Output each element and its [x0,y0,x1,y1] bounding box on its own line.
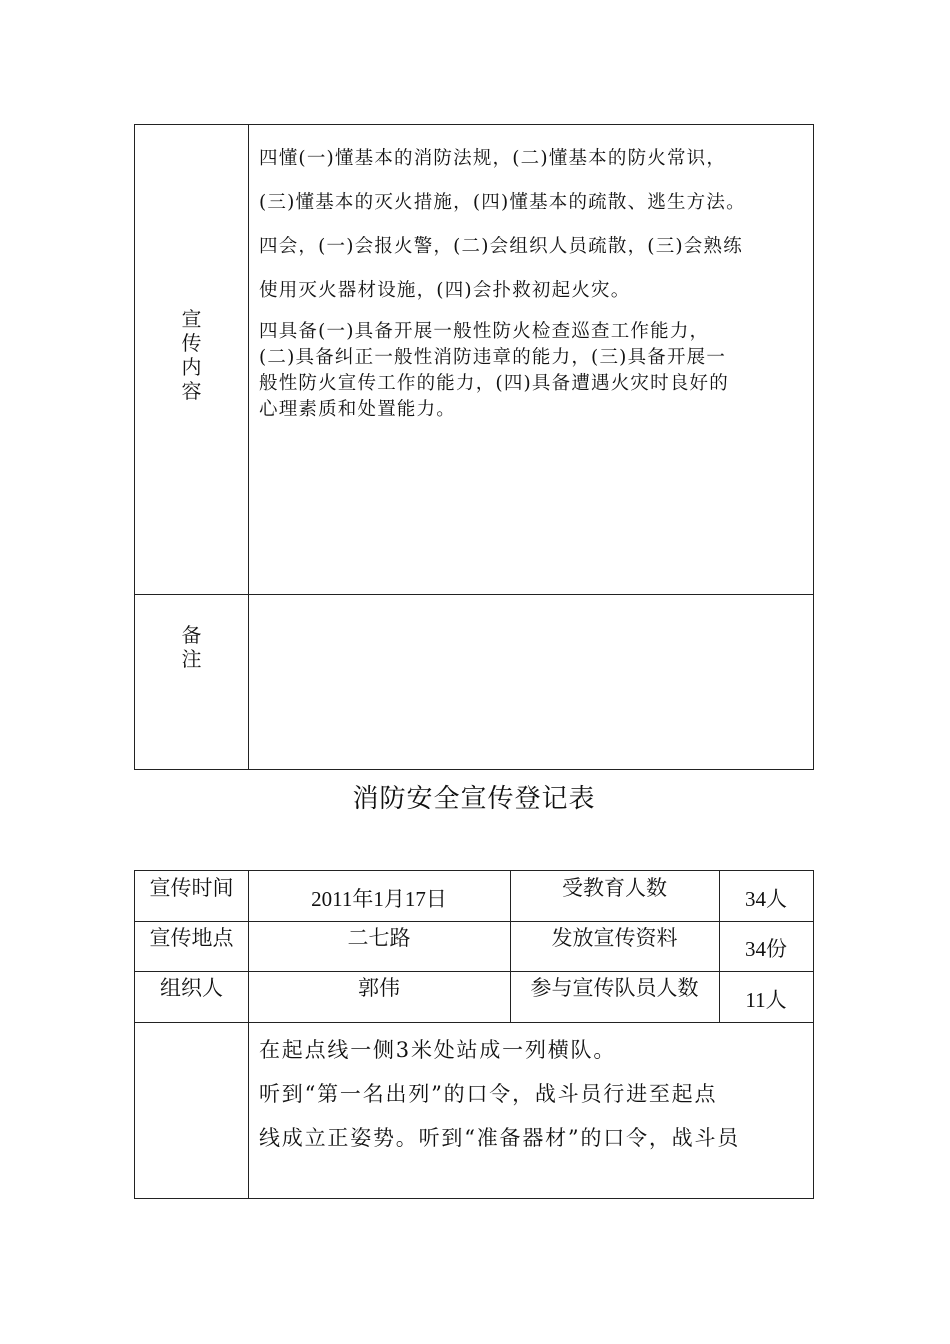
register-content-block [259,1028,809,1160]
content-line: (二)具备纠正一般性消防违章的能力，(三)具备开展一 [259,347,727,368]
content-label-char: 宣 [181,307,202,331]
table-row-value: 34份 [745,937,787,961]
content-line: 心理素质和处置能力。 [259,399,457,420]
register-table [134,870,814,1199]
content-line: 使用灭火器材设施，(四)会扑救初起火灾。 [259,280,631,301]
content-text-block [259,137,809,313]
content-line: 线成立正姿势。听到“准备器材”的口令，战斗员 [259,1126,741,1150]
table-row-label: 受教育人数 [562,876,667,900]
table-row-value: 11人 [745,988,787,1012]
remarks-label [135,623,248,671]
page-title: 消防安全宣传登记表 [352,784,596,814]
column-divider [248,125,249,769]
table-row-label: 参与宣传队员人数 [530,976,699,1000]
table-row-value: 2011年1月17日 [311,887,447,911]
content-label-char: 内 [181,355,202,379]
table-row-label: 发放宣传资料 [551,926,678,950]
content-label-char: 传 [181,331,202,355]
table-row-label: 宣传时间 [149,876,234,900]
content-text-block-2 [259,319,809,423]
table-row-value: 二七路 [347,926,411,950]
remarks-label-char: 备 [181,623,202,647]
table-row-label: 组织人 [160,976,223,1000]
column-divider [248,871,249,1198]
remarks-label-char: 注 [181,647,202,671]
content-label-char: 容 [181,379,202,403]
table-row-value: 34人 [745,887,787,911]
content-line: 四具备(一)具备开展一般性防火检查巡查工作能力， [259,321,710,342]
content-line: 四会，(一)会报火警，(二)会组织人员疏散，(三)会熟练 [259,236,743,257]
content-line: 在起点线一侧3米处站成一列横队。 [259,1038,617,1062]
table-row-label: 宣传地点 [149,926,234,950]
table-row-value: 郭伟 [358,976,400,1000]
propaganda-content-table [134,124,814,770]
content-line: 般性防火宣传工作的能力，(四)具备遭遇火灾时良好的 [259,373,729,394]
row-divider [135,594,813,595]
content-line: 听到“第一名出列”的口令，战斗员行进至起点 [259,1082,718,1106]
content-label [135,307,248,403]
content-line: (三)懂基本的灭火措施，(四)懂基本的疏散、逃生方法。 [259,192,746,213]
content-line: 四懂(一)懂基本的消防法规，(二)懂基本的防火常识， [259,148,727,169]
row-divider [135,1022,813,1023]
